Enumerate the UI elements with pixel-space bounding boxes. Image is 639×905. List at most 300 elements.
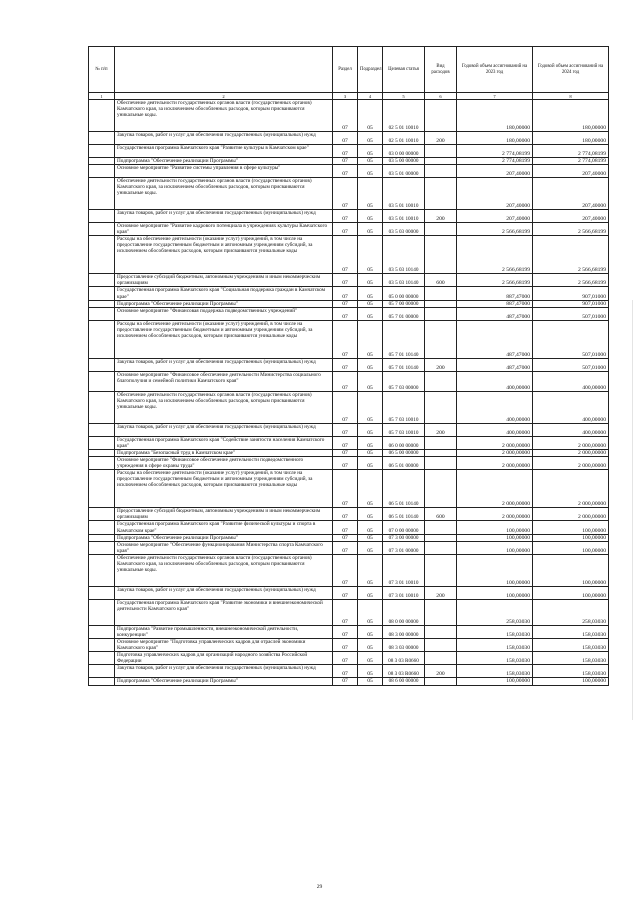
row-name: Обеспечение деятельности государственных органов власти (государственных органов) Камчатского края, за исключением обособленных расходов, которым присваиваются уникальные коды. [115,391,333,423]
row-subsection: 05 [358,300,383,307]
table-row [89,470,609,508]
row-allocation-2023: 100,00000 [457,541,533,554]
row-subsection: 05 [358,534,383,541]
row-expense-type: 200 [425,586,457,599]
row-expense-type [425,554,457,586]
row-allocation-2023: 2 566,68199 [457,236,533,274]
row-target-article: 05 7 01 00000 [383,307,425,320]
row-name: Подпрограмма "Обеспечение реализации Программы" [115,534,333,541]
row-allocation-2024: 2 774,08199 [533,145,609,158]
row-allocation-2024: 907,01000 [533,300,609,307]
row-number [89,132,115,145]
row-subsection: 05 [358,521,383,534]
row-expense-type [425,678,457,685]
row-number [89,178,115,210]
row-number [89,423,115,436]
table-row [89,541,609,554]
row-number [89,236,115,274]
row-target-article: 03 5 01 10010 [383,178,425,210]
row-allocation-2023: 158,03030 [457,639,533,652]
table-row [89,449,609,456]
row-allocation-2023: 158,03030 [457,625,533,638]
row-allocation-2023: 100,00000 [457,678,533,685]
row-section: 07 [333,236,358,274]
row-name: Закупка товаров, работ и услуг для обеспечения государственных (муниципальных) нужд [115,358,333,371]
row-expense-type: 200 [425,210,457,223]
row-expense-type [425,300,457,307]
table-row [89,436,609,449]
row-target-article: 05 7 03 00000 [383,371,425,391]
row-section: 07 [333,391,358,423]
row-number [89,652,115,665]
row-section: 07 [333,307,358,320]
row-name: Основное мероприятие "Развитие системы управления в сфере культуры" [115,165,333,178]
row-number [89,436,115,449]
row-name: Расходы на обеспечение деятельности (оказание услуг) учреждений, в том числе на предоставление государственным бюджетным и автономным учреждениям субсидий, за исключением обособленных расходов, которым присваиваются уникальные коды [115,470,333,508]
row-number [89,639,115,652]
row-allocation-2024: 2 000,00000 [533,436,609,449]
table-row [89,100,609,132]
table-row [89,554,609,586]
row-allocation-2024: 507,01000 [533,307,609,320]
row-number [89,223,115,236]
row-expense-type [425,625,457,638]
row-name: Подпрограмма "Безопасный труд в Камчатском крае" [115,449,333,456]
row-allocation-2023: 180,00000 [457,132,533,145]
row-number [89,625,115,638]
header-allocation-2023: Годовой объем ассигнований на 2023 год [457,47,533,93]
row-allocation-2023: 400,00000 [457,371,533,391]
table-row [89,210,609,223]
row-section: 07 [333,145,358,158]
row-subsection: 05 [358,457,383,470]
row-subsection: 05 [358,449,383,456]
table-row [89,178,609,210]
row-name: Расходы на обеспечение деятельности (оказание услуг) учреждений, в том числе на предоставление государственным бюджетным и автономным учреждениям субсидий, за исключением обособленных расходов, которым присваиваются уникальные коды [115,320,333,358]
row-section: 07 [333,665,358,678]
header-subsection: Подраздел [358,47,383,93]
row-allocation-2024: 180,00000 [533,100,609,132]
row-number [89,391,115,423]
row-name: Государственная программа Камчатского края "Развитие физической культуры и спорта в Камчатском крае" [115,521,333,534]
row-name: Предоставление субсидий бюджетным, автономным учреждениям и иным некоммерческим организациям [115,274,333,287]
row-name: Обеспечение деятельности государственных органов власти (государственных органов) Камчатского края, за исключением обособленных расходов, которым присваиваются уникальные коды. [115,178,333,210]
row-allocation-2024: 2 000,00000 [533,508,609,521]
row-allocation-2024: 2 000,00000 [533,470,609,508]
row-allocation-2024: 158,03030 [533,639,609,652]
row-expense-type [425,236,457,274]
table-row [89,358,609,371]
row-subsection: 05 [358,158,383,165]
row-subsection: 05 [358,599,383,625]
row-allocation-2024: 100,00000 [533,521,609,534]
row-expense-type [425,307,457,320]
row-expense-type: 200 [425,423,457,436]
page-number: 29 [316,884,323,890]
row-allocation-2024: 2 000,00000 [533,449,609,456]
row-subsection: 05 [358,436,383,449]
row-expense-type: 600 [425,508,457,521]
row-allocation-2023: 2 000,00000 [457,449,533,456]
row-section: 07 [333,423,358,436]
row-allocation-2023: 2 000,00000 [457,457,533,470]
row-section: 07 [333,586,358,599]
table-row [89,457,609,470]
row-target-article: 05 7 01 10140 [383,320,425,358]
table-row [89,508,609,521]
row-section: 07 [333,210,358,223]
row-target-article: 06 0 00 00000 [383,436,425,449]
row-target-article: 06 5 00 00000 [383,449,425,456]
row-number [89,358,115,371]
row-subsection: 05 [358,470,383,508]
row-allocation-2024: 2 566,68199 [533,236,609,274]
row-target-article: 08 6 00 00000 [383,678,425,685]
row-subsection: 05 [358,358,383,371]
row-name: Государственная программа Камчатского края "Содействие занятости населения Камчатского края" [115,436,333,449]
row-name: Предоставление субсидий бюджетным, автономным учреждениям и иным некоммерческим организациям [115,508,333,521]
row-allocation-2023: 100,00000 [457,586,533,599]
row-allocation-2023: 158,03030 [457,652,533,665]
row-expense-type [425,449,457,456]
row-allocation-2024: 400,00000 [533,423,609,436]
row-number [89,508,115,521]
row-section: 07 [333,287,358,300]
row-allocation-2024: 207,40000 [533,165,609,178]
table-row [89,274,609,287]
column-index: 6 [425,93,457,100]
row-target-article: 07 3 01 10010 [383,554,425,586]
row-target-article: 08 0 00 00000 [383,599,425,625]
row-allocation-2023: 258,03030 [457,599,533,625]
row-allocation-2024: 2 774,08199 [533,158,609,165]
table-row [89,625,609,638]
table-row [89,300,609,307]
row-target-article: 06 5 01 10140 [383,508,425,521]
row-number [89,300,115,307]
row-number [89,470,115,508]
row-allocation-2023: 207,40000 [457,165,533,178]
row-section: 07 [333,274,358,287]
row-subsection: 05 [358,223,383,236]
row-expense-type [425,652,457,665]
row-target-article: 03 5 03 10140 [383,274,425,287]
row-number [89,599,115,625]
row-allocation-2023: 2 566,68199 [457,223,533,236]
header-target-article: Целевая статья [383,47,425,93]
row-allocation-2023: 158,03030 [457,665,533,678]
column-index-row [89,93,609,100]
row-expense-type [425,165,457,178]
row-number [89,449,115,456]
row-expense-type [425,287,457,300]
row-allocation-2023: 887,47000 [457,287,533,300]
row-number [89,534,115,541]
row-target-article: 07 3 01 10010 [383,586,425,599]
row-name: Подготовка управленческих кадров для организаций народного хозяйства Российской Федерации [115,652,333,665]
row-target-article: 07 0 00 00000 [383,521,425,534]
row-name: Обеспечение деятельности государственных органов власти (государственных органов) Камчатского края, за исключением обособленных расходов, которым присваиваются уникальные коды. [115,554,333,586]
row-name: Подпрограмма "Обеспечение реализации Программы" [115,678,333,685]
row-target-article: 03 5 01 10010 [383,210,425,223]
table-row [89,599,609,625]
table-row [89,158,609,165]
header-allocation-2024: Годовой объем ассигнований на 2024 год [533,47,609,93]
row-section: 07 [333,100,358,132]
row-subsection: 05 [358,423,383,436]
row-subsection: 05 [358,307,383,320]
row-name: Государственная программа Камчатского края "Развитие экономики и внешнеэкономической деятельности Камчатского края" [115,599,333,625]
row-name: Государственная программа Камчатского края "Развитие культуры в Камчатском крае" [115,145,333,158]
row-expense-type [425,145,457,158]
row-allocation-2024: 507,01000 [533,320,609,358]
table-row [89,371,609,391]
row-subsection: 05 [358,274,383,287]
row-name: Обеспечение деятельности государственных органов власти (государственных органов) Камчатского края, за исключением обособленных расходов, которым присваиваются уникальные коды. [115,100,333,132]
row-subsection: 05 [358,145,383,158]
row-subsection: 05 [358,210,383,223]
row-number [89,521,115,534]
row-target-article: 03 5 03 10140 [383,236,425,274]
row-name: Закупка товаров, работ и услуг для обеспечения государственных (муниципальных) нужд [115,586,333,599]
row-section: 07 [333,470,358,508]
row-number [89,371,115,391]
row-section: 07 [333,625,358,638]
table-row [89,307,609,320]
row-subsection: 05 [358,391,383,423]
table-row [89,586,609,599]
row-target-article: 07 3 01 00000 [383,541,425,554]
row-allocation-2024: 158,03030 [533,665,609,678]
row-name: Подпрограмма "Обеспечение реализации Программы" [115,158,333,165]
table-row [89,665,609,678]
row-target-article: 02 5 01 10010 [383,132,425,145]
row-target-article: 03 5 00 00000 [383,158,425,165]
row-allocation-2023: 100,00000 [457,554,533,586]
row-target-article: 08 3 03 R0660 [383,665,425,678]
row-allocation-2024: 100,00000 [533,554,609,586]
column-index: 7 [457,93,533,100]
row-section: 07 [333,449,358,456]
row-number [89,165,115,178]
row-section: 07 [333,358,358,371]
row-allocation-2023: 2 000,00000 [457,436,533,449]
row-name: Основное мероприятие "Финансовое обеспечение деятельности Министерства социального благополучия и семейной политики Камчатского края" [115,371,333,391]
row-number [89,586,115,599]
row-subsection: 05 [358,178,383,210]
header-expense-type: Вид расходов [425,47,457,93]
table-row [89,391,609,423]
row-allocation-2024: 100,00000 [533,678,609,685]
row-number [89,145,115,158]
budget-allocation-table [88,46,609,686]
row-subsection: 05 [358,639,383,652]
row-expense-type [425,391,457,423]
row-section: 07 [333,436,358,449]
row-subsection: 05 [358,132,383,145]
table-row [89,236,609,274]
row-allocation-2024: 100,00000 [533,541,609,554]
row-subsection: 05 [358,665,383,678]
row-section: 07 [333,178,358,210]
column-index: 1 [89,93,115,100]
row-allocation-2024: 400,00000 [533,391,609,423]
row-allocation-2024: 100,00000 [533,586,609,599]
row-target-article: 03 5 03 00000 [383,223,425,236]
row-allocation-2023: 2 000,00000 [457,470,533,508]
row-name: Государственная программа Камчатского края "Социальная поддержка граждан в Камчатском крае" [115,287,333,300]
row-subsection: 05 [358,554,383,586]
row-target-article: 06 5 01 00000 [383,457,425,470]
row-expense-type: 600 [425,274,457,287]
row-section: 07 [333,371,358,391]
row-section: 07 [333,320,358,358]
row-subsection: 05 [358,165,383,178]
row-allocation-2024: 158,03030 [533,652,609,665]
table-row [89,132,609,145]
row-name: Закупка товаров, работ и услуг для обеспечения государственных (муниципальных) нужд [115,423,333,436]
row-target-article: 05 7 00 00000 [383,300,425,307]
row-section: 07 [333,223,358,236]
row-target-article: 03 0 00 00000 [383,145,425,158]
column-index: 2 [115,93,333,100]
column-index: 4 [358,93,383,100]
row-expense-type [425,100,457,132]
row-section: 07 [333,165,358,178]
row-target-article: 05 7 03 10010 [383,391,425,423]
row-number [89,274,115,287]
row-subsection: 05 [358,100,383,132]
row-allocation-2023: 487,47000 [457,358,533,371]
row-allocation-2023: 2 774,08199 [457,158,533,165]
row-allocation-2024: 2 000,00000 [533,457,609,470]
row-name: Подпрограмма "Обеспечение реализации Программы" [115,300,333,307]
row-allocation-2024: 258,03030 [533,599,609,625]
row-name: Расходы на обеспечение деятельности (оказание услуг) учреждений, в том числе на предоставление государственным бюджетным и автономным учреждениям субсидий, за исключением обособленных расходов, которым присваиваются уникальные коды [115,236,333,274]
row-allocation-2024: 400,00000 [533,371,609,391]
table-row [89,223,609,236]
scan-edge-shadow [632,300,633,720]
table-row [89,145,609,158]
row-allocation-2023: 887,47000 [457,300,533,307]
row-subsection: 05 [358,652,383,665]
column-index: 5 [383,93,425,100]
row-expense-type [425,158,457,165]
row-target-article: 03 5 01 00000 [383,165,425,178]
row-expense-type [425,534,457,541]
row-allocation-2024: 2 566,68199 [533,274,609,287]
row-section: 07 [333,534,358,541]
row-number [89,554,115,586]
row-allocation-2023: 2 566,68199 [457,274,533,287]
header-name [115,47,333,93]
table-row [89,287,609,300]
row-section: 07 [333,599,358,625]
table-row [89,320,609,358]
row-subsection: 05 [358,371,383,391]
row-name: Подпрограмма "Развитие промышленности, внешнеэкономической деятельности, конкуренции" [115,625,333,638]
row-target-article: 07 3 00 00000 [383,534,425,541]
row-allocation-2024: 507,01000 [533,358,609,371]
row-subsection: 05 [358,508,383,521]
row-allocation-2023: 180,00000 [457,100,533,132]
table-row [89,534,609,541]
row-allocation-2024: 100,00000 [533,534,609,541]
row-allocation-2023: 400,00000 [457,391,533,423]
row-allocation-2023: 2 000,00000 [457,508,533,521]
row-expense-type [425,320,457,358]
row-number [89,678,115,685]
row-subsection: 05 [358,541,383,554]
row-number [89,158,115,165]
row-allocation-2024: 907,01000 [533,287,609,300]
row-target-article: 08 3 03 R0660 [383,652,425,665]
row-target-article: 05 7 03 10010 [383,423,425,436]
row-section: 07 [333,158,358,165]
row-number [89,665,115,678]
row-number [89,307,115,320]
row-target-article: 05 0 00 00000 [383,287,425,300]
row-name: Основное мероприятие "Финансовое обеспечение деятельности подведомственного учреждения в сфере охраны труда" [115,457,333,470]
row-subsection: 05 [358,625,383,638]
row-number [89,210,115,223]
row-expense-type [425,521,457,534]
row-name: Закупка товаров, работ и услуг для обеспечения государственных (муниципальных) нужд [115,210,333,223]
row-allocation-2024: 2 566,68199 [533,223,609,236]
row-subsection: 05 [358,586,383,599]
row-section: 07 [333,652,358,665]
row-section: 07 [333,508,358,521]
table-row [89,423,609,436]
row-allocation-2024: 207,40000 [533,178,609,210]
row-subsection: 05 [358,320,383,358]
row-number [89,287,115,300]
row-expense-type: 200 [425,132,457,145]
row-expense-type [425,541,457,554]
row-section: 07 [333,132,358,145]
row-subsection: 05 [358,678,383,685]
row-allocation-2023: 487,47000 [457,320,533,358]
row-subsection: 05 [358,236,383,274]
row-expense-type [425,436,457,449]
row-allocation-2023: 487,47000 [457,307,533,320]
row-number [89,100,115,132]
row-section: 07 [333,300,358,307]
row-expense-type [425,470,457,508]
row-expense-type [425,457,457,470]
row-name: Основное мероприятие "Развитие кадрового потенциала в учреждениях культуры Камчатского края" [115,223,333,236]
row-allocation-2024: 207,40000 [533,210,609,223]
row-section: 07 [333,521,358,534]
row-allocation-2023: 2 774,08199 [457,145,533,158]
row-expense-type: 200 [425,665,457,678]
row-name: Основное мероприятие "Обеспечение функционирования Министерства спорта Камчатского края" [115,541,333,554]
table-row [89,521,609,534]
row-number [89,541,115,554]
row-section: 07 [333,554,358,586]
table-body [89,100,609,686]
row-name: Закупка товаров, работ и услуг для обеспечения государственных (муниципальных) нужд [115,132,333,145]
row-section: 07 [333,678,358,685]
row-name: Основное мероприятие "Финансовая поддержка подведомственных учреждений" [115,307,333,320]
row-section: 07 [333,457,358,470]
row-section: 07 [333,541,358,554]
row-expense-type [425,639,457,652]
row-subsection: 05 [358,287,383,300]
row-allocation-2023: 207,40000 [457,178,533,210]
row-allocation-2023: 400,00000 [457,423,533,436]
row-number [89,320,115,358]
